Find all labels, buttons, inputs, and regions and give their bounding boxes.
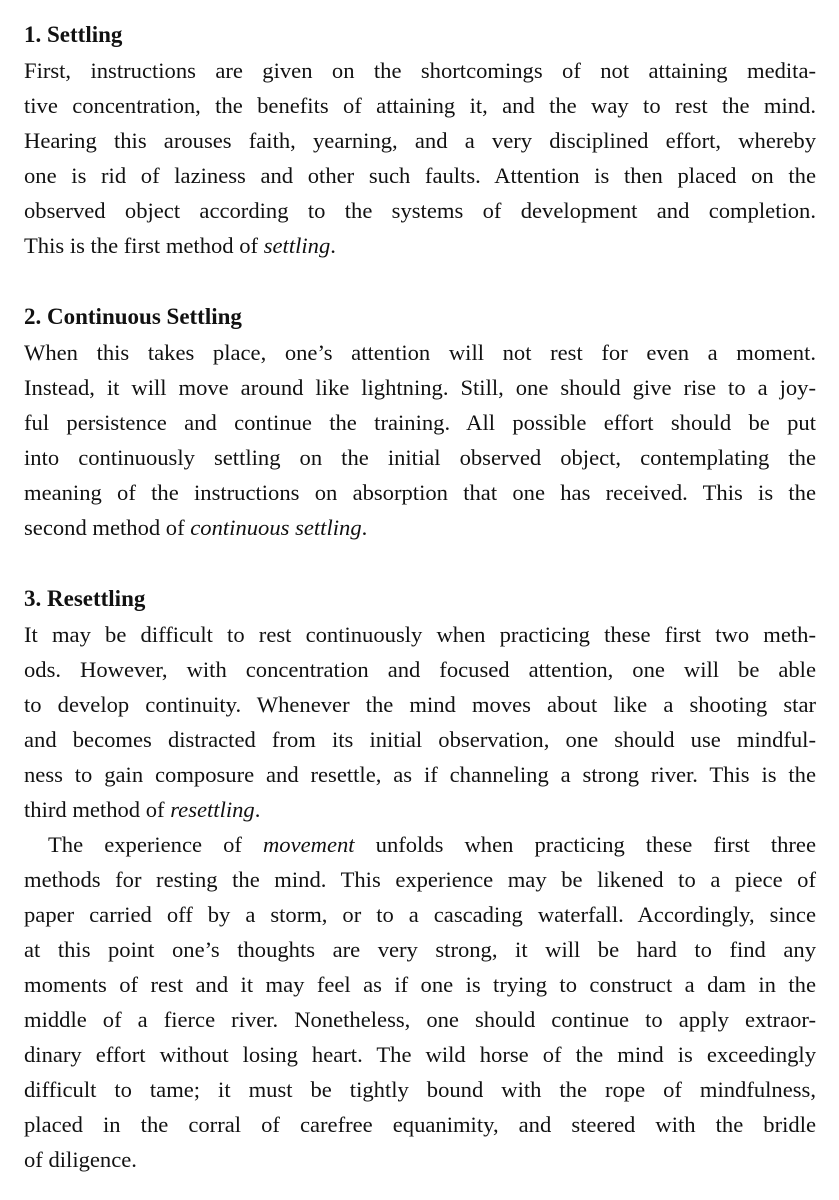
text-segment: Hearing this arouses faith, yearning, and a very disciplined effort, whereby bbox=[24, 128, 816, 153]
text-segment: at this point one’s thoughts are very strong, it will be hard to find any bbox=[24, 937, 816, 962]
text-segment: middle of a fierce river. Nonetheless, one should continue to apply extraor- bbox=[24, 1007, 816, 1032]
section-heading: 2. Continuous Settling bbox=[24, 304, 242, 329]
text-line bbox=[24, 440, 816, 475]
text-line bbox=[24, 193, 816, 228]
text-line bbox=[24, 370, 816, 405]
text-line bbox=[24, 228, 816, 263]
text-line bbox=[24, 617, 816, 652]
text-segment: Instead, it will move around like lightning. Still, one should give rise to a joy- bbox=[24, 375, 816, 400]
text-segment: ods. However, with concentration and focused attention, one will be able bbox=[24, 657, 816, 682]
section-heading: 3. Resettling bbox=[24, 586, 146, 611]
text-segment: ful persistence and continue the training. All possible effort should be put bbox=[24, 410, 816, 435]
text-segment: difficult to tame; it must be tightly bound with the rope of mindfulness, bbox=[24, 1077, 816, 1102]
section bbox=[24, 299, 816, 545]
text-line bbox=[24, 335, 816, 370]
paragraph bbox=[24, 53, 816, 263]
text-segment: and becomes distracted from its initial observation, one should use mindful- bbox=[24, 727, 816, 752]
text-segment: one is rid of laziness and other such faults. Attention is then placed on the bbox=[24, 163, 816, 188]
text-line bbox=[24, 862, 816, 897]
document-page bbox=[24, 17, 816, 1177]
text-segment: placed in the corral of carefree equanimity, and steered with the bridle bbox=[24, 1112, 816, 1137]
text-line bbox=[24, 1002, 816, 1037]
text-segment: dinary effort without losing heart. The wild horse of the mind is exceedingly bbox=[24, 1042, 816, 1067]
text-segment: It may be difficult to rest continuously when practicing these first two meth- bbox=[24, 622, 816, 647]
text-segment: paper carried off by a storm, or to a cascading waterfall. Accordingly, since bbox=[24, 902, 816, 927]
text-line bbox=[24, 1037, 816, 1072]
emphasized-term: movement bbox=[262, 832, 355, 857]
text-segment: unfolds when practicing these first three bbox=[354, 832, 816, 857]
text-line bbox=[24, 123, 816, 158]
emphasized-term: settling bbox=[263, 233, 331, 258]
text-segment: . bbox=[254, 797, 261, 822]
text-line bbox=[24, 652, 816, 687]
text-line bbox=[24, 158, 816, 193]
text-line bbox=[24, 722, 816, 757]
text-line bbox=[24, 967, 816, 1002]
text-line bbox=[24, 827, 816, 862]
text-line bbox=[24, 687, 816, 722]
text-line bbox=[24, 475, 816, 510]
text-segment: observed object according to the systems of development and completion. bbox=[24, 198, 816, 223]
emphasized-term: resettling bbox=[170, 797, 255, 822]
text-line bbox=[24, 88, 816, 123]
text-line bbox=[24, 1142, 816, 1177]
text-line bbox=[24, 757, 816, 792]
section bbox=[24, 17, 816, 263]
text-line bbox=[24, 932, 816, 967]
text-segment: second method of bbox=[24, 515, 191, 540]
text-segment: . bbox=[361, 515, 368, 540]
text-line bbox=[24, 792, 816, 827]
text-line bbox=[24, 1107, 816, 1142]
text-segment: methods for resting the mind. This experience may be likened to a piece of bbox=[24, 867, 816, 892]
text-segment: third method of bbox=[24, 797, 171, 822]
text-line bbox=[24, 510, 816, 545]
text-segment: to develop continuity. Whenever the mind moves about like a shooting star bbox=[24, 692, 816, 717]
text-segment: of diligence. bbox=[24, 1147, 137, 1172]
text-segment: . bbox=[330, 233, 336, 258]
section bbox=[24, 581, 816, 1177]
emphasized-term: continuous settling bbox=[190, 515, 362, 540]
text-segment: The experience of bbox=[48, 832, 263, 857]
text-segment: meaning of the instructions on absorption that one has received. This is the bbox=[24, 480, 816, 505]
text-segment: tive concentration, the benefits of attaining it, and the way to rest the mind. bbox=[24, 93, 816, 118]
paragraph bbox=[24, 617, 816, 827]
text-line bbox=[24, 1072, 816, 1107]
section-heading: 1. Settling bbox=[24, 22, 123, 47]
paragraph bbox=[24, 335, 816, 545]
text-line bbox=[24, 897, 816, 932]
text-segment: moments of rest and it may feel as if one is trying to construct a dam in the bbox=[24, 972, 816, 997]
text-segment: ness to gain composure and resettle, as if channeling a strong river. This is the bbox=[24, 762, 816, 787]
text-line bbox=[24, 53, 816, 88]
text-segment: This is the first method of bbox=[24, 233, 264, 258]
paragraph bbox=[24, 827, 816, 1177]
text-line bbox=[24, 405, 816, 440]
text-segment: First, instructions are given on the shortcomings of not attaining medita- bbox=[24, 58, 816, 83]
text-segment: When this takes place, one’s attention will not rest for even a moment. bbox=[24, 340, 816, 365]
text-segment: into continuously settling on the initial observed object, contemplating the bbox=[24, 445, 816, 470]
